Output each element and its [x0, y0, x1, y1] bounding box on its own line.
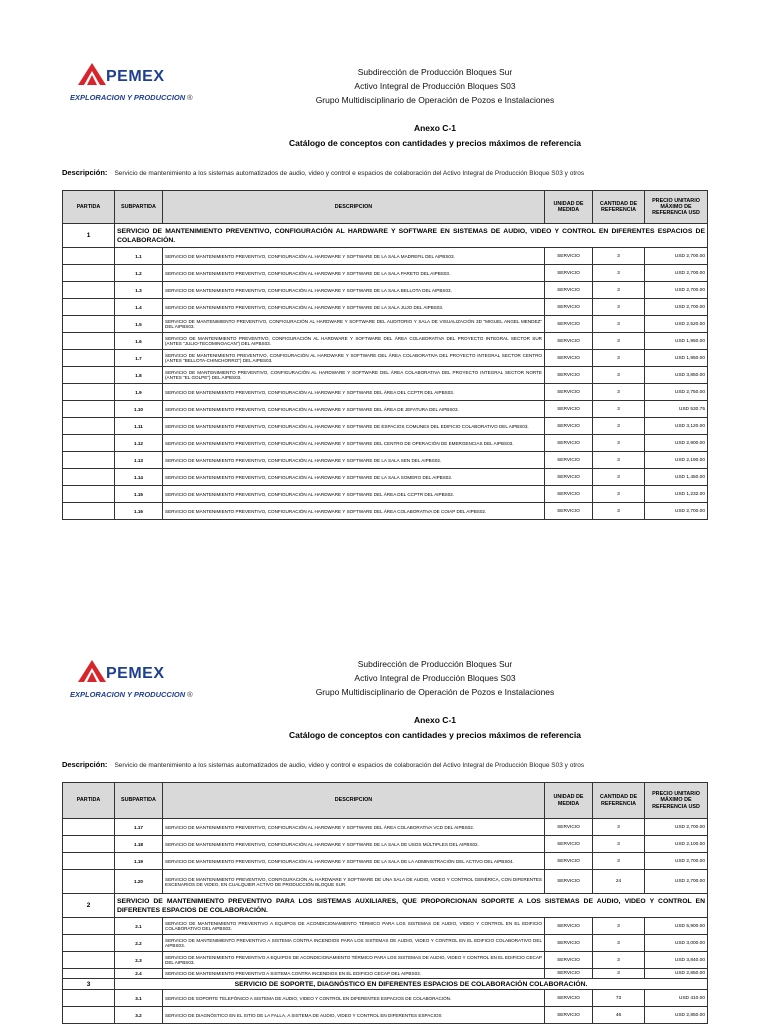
- price-cell: USD 3,000.00: [645, 935, 708, 952]
- partida-cell: [63, 469, 115, 486]
- table-row: [63, 452, 708, 469]
- unit-cell: SERVICIO: [545, 503, 593, 520]
- unit-cell: SERVICIO: [545, 469, 593, 486]
- quantity-cell: 3: [593, 503, 645, 520]
- quantity-cell: 3: [593, 282, 645, 299]
- catalog-title: Catálogo de conceptos con cantidades y precios máximos de referencia: [289, 138, 581, 148]
- unit-cell: SERVICIO: [545, 836, 593, 853]
- partida-cell: [63, 819, 115, 836]
- quantity-cell: 3: [593, 367, 645, 384]
- col-subpartida: SUBPARTIDA: [115, 783, 163, 819]
- unit-cell: SERVICIO: [545, 367, 593, 384]
- table-row: [63, 503, 708, 520]
- subpartida-cell: 1.6: [115, 333, 163, 350]
- unit-cell: SERVICIO: [545, 333, 593, 350]
- pemex-logo: [70, 63, 193, 108]
- subpartida-cell: 1.3: [115, 282, 163, 299]
- table-row: [63, 870, 708, 894]
- unit-cell: SERVICIO: [545, 819, 593, 836]
- subpartida-cell: 1.4: [115, 299, 163, 316]
- subpartida-cell: 1.15: [115, 486, 163, 503]
- price-cell: USD 2,750.00: [645, 384, 708, 401]
- subpartida-cell: 1.7: [115, 350, 163, 367]
- subpartida-cell: 1.16: [115, 503, 163, 520]
- concepts-table-page1: [62, 190, 708, 520]
- table-row: [63, 333, 708, 350]
- description-cell: SERVICIO DE MANTENIMIENTO PREVENTIVO, CONFIGURACIÓN AL HARDWARE Y SOFTWARE DEL ÁREA COLABORATIVA DEL PROYECTO INTEGRAL SECTOR CENTRO (ANTES "BELLOTA-CHINCHORRO") DEL AIPBS03.: [163, 350, 545, 367]
- quantity-cell: 3: [593, 969, 645, 979]
- section-row: [63, 224, 708, 248]
- partida-cell: [63, 452, 115, 469]
- annex-title: Anexo C-1: [413, 123, 457, 133]
- unit-cell: SERVICIO: [545, 282, 593, 299]
- price-cell: USD 2,700.00: [645, 870, 708, 894]
- quantity-cell: 3: [593, 316, 645, 333]
- header-activo: Activo Integral de Producción Bloques S03: [354, 81, 516, 91]
- header-activo: Activo Integral de Producción Bloques S03: [354, 673, 516, 683]
- col-precio: PRECIO UNITARIO MÁXIMO DE REFERENCIA USD: [645, 783, 708, 819]
- header-subdireccion: Subdirección de Producción Bloques Sur: [357, 67, 513, 77]
- partida-cell: [63, 248, 115, 265]
- col-descripcion: DESCRIPCION: [163, 783, 545, 819]
- subpartida-cell: 1.8: [115, 367, 163, 384]
- subpartida-cell: 1.9: [115, 384, 163, 401]
- quantity-cell: 3: [593, 452, 645, 469]
- description-cell: SERVICIO DE MANTENIMIENTO PREVENTIVO, CONFIGURACIÓN AL HARDWARE Y SOFTWARE DEL ÁREA COLABORATIVA VCD DEL AIPBS02.: [163, 819, 545, 836]
- quantity-cell: 3: [593, 333, 645, 350]
- price-cell: USD 2,700.00: [645, 299, 708, 316]
- table-row: [63, 401, 708, 418]
- price-cell: USD 1,450.00: [645, 469, 708, 486]
- unit-cell: SERVICIO: [545, 952, 593, 969]
- subpartida-cell: 1.1: [115, 248, 163, 265]
- partida-cell: [63, 435, 115, 452]
- unit-cell: SERVICIO: [545, 486, 593, 503]
- subpartida-cell: 1.14: [115, 469, 163, 486]
- quantity-cell: 3: [593, 469, 645, 486]
- price-cell: USD 2,700.00: [645, 248, 708, 265]
- col-descripcion: DESCRIPCION: [163, 191, 545, 224]
- description-cell: SERVICIO DE MANTENIMIENTO PREVENTIVO, CONFIGURACIÓN AL HARDWARE Y SOFTWARE DEL ÁREA COLABORATIVA DEL PROYECTO INTEGRAL SECTOR SUR (ANTES "JULIO-TECOMINOACAN") DEL AIPBS03.: [163, 333, 545, 350]
- partida-cell: [63, 316, 115, 333]
- col-subpartida: SUBPARTIDA: [115, 191, 163, 224]
- logo-tagline: EXPLORACION Y PRODUCCION ®: [70, 690, 193, 699]
- pemex-logo: [70, 660, 193, 705]
- partida-cell: [63, 418, 115, 435]
- partida-cell: [63, 299, 115, 316]
- table-row: [63, 836, 708, 853]
- section-title: SERVICIO DE MANTENIMIENTO PREVENTIVO PARA LOS SISTEMAS AUXILIARES, QUE PROPORCIONAN SOPORTE A LOS SISTEMAS DE AUDIO, VIDEO Y CONTROL EN DIFERENTES ESPACIOS DE COLABORACIÓN.: [115, 894, 708, 918]
- table-row: [63, 367, 708, 384]
- description-cell: SERVICIO DE MANTENIMIENTO PREVENTIVO, CONFIGURACIÓN AL HARDWARE Y SOFTWARE DE ESPACIOS COMUNES DEL EDIFICIO COLABORATIVO DEL AIPBS03.: [163, 418, 545, 435]
- description-cell: SERVICIO DE MANTENIMIENTO PREVENTIVO, CONFIGURACIÓN AL HARDWARE Y SOFTWARE DE LA SALA BELLOTA DEL AIPBS03.: [163, 282, 545, 299]
- price-cell: USD 2,520.00: [645, 316, 708, 333]
- table-header-row: [63, 191, 708, 224]
- table-row: [63, 469, 708, 486]
- subpartida-cell: 2.1: [115, 918, 163, 935]
- subpartida-cell: 1.19: [115, 853, 163, 870]
- description-cell: SERVICIO DE MANTENIMIENTO PREVENTIVO, CONFIGURACIÓN AL HARDWARE Y SOFTWARE DEL ÁREA DEL CCPTR DEL AIPBS03.: [163, 384, 545, 401]
- subpartida-cell: 2.2: [115, 935, 163, 952]
- description-cell: SERVICIO DE MANTENIMIENTO PREVENTIVO, CONFIGURACIÓN AL HARDWARE Y SOFTWARE DE LA SALA DE LA ADMINISTRACIÓN DEL ACTIVO DEL AIPBS04.: [163, 853, 545, 870]
- quantity-cell: 3: [593, 299, 645, 316]
- partida-cell: [63, 486, 115, 503]
- description-cell: SERVICIO DE MANTENIMIENTO PREVENTIVO A SISTEMA CONTRA INCENDIOS EN EL EDIFICIO CECAP DEL AIPBS03.: [163, 969, 545, 979]
- table-row: [63, 1007, 708, 1024]
- col-unidad: UNIDAD DE MEDIDA: [545, 783, 593, 819]
- description-cell: SERVICIO DE MANTENIMIENTO PREVENTIVO, CONFIGURACIÓN AL HARDWARE Y SOFTWARE DE LA SALA SEN DEL AIPBS02.: [163, 452, 545, 469]
- subpartida-cell: 2.4: [115, 969, 163, 979]
- unit-cell: SERVICIO: [545, 248, 593, 265]
- quantity-cell: 3: [593, 401, 645, 418]
- description-cell: SERVICIO DE MANTENIMIENTO PREVENTIVO, CONFIGURACIÓN AL HARDWARE Y SOFTWARE DE LA SALA JUJO DEL AIPBS03.: [163, 299, 545, 316]
- table-row: [63, 952, 708, 969]
- description-cell: SERVICIO DE MANTENIMIENTO PREVENTIVO, CONFIGURACIÓN AL HARDWARE Y SOFTWARE DEL ÁREA DEL CCPTR DEL AIPBS02.: [163, 486, 545, 503]
- partida-cell: [63, 836, 115, 853]
- subpartida-cell: 1.5: [115, 316, 163, 333]
- table-row: [63, 486, 708, 503]
- section-title: SERVICIO DE MANTENIMIENTO PREVENTIVO, CONFIGURACIÓN AL HARDWARE Y SOFTWARE EN SISTEMAS DE AUDIO, VIDEO Y CONTROL EN DIFERENTES ESPACIOS DE COLABORACIÓN.: [115, 224, 708, 248]
- quantity-cell: 3: [593, 836, 645, 853]
- table-row: [63, 248, 708, 265]
- quantity-cell: 3: [593, 918, 645, 935]
- price-cell: USD 2,700.00: [645, 265, 708, 282]
- price-cell: USD 3,850.00: [645, 367, 708, 384]
- subpartida-cell: 1.17: [115, 819, 163, 836]
- partida-cell: [63, 1007, 115, 1024]
- unit-cell: SERVICIO: [545, 316, 593, 333]
- description-cell: SERVICIO DE MANTENIMIENTO PREVENTIVO, CONFIGURACIÓN AL HARDWARE Y SOFTWARE DEL ÁREA COLABORATIVA DEL PROYECTO INTEGRAL SECTOR NORTE (ANTES "EL GOLPE") DEL AIPBS03.: [163, 367, 545, 384]
- partida-cell: [63, 853, 115, 870]
- col-precio: PRECIO UNITARIO MÁXIMO DE REFERENCIA USD: [645, 191, 708, 224]
- table-row: [63, 384, 708, 401]
- subpartida-cell: 1.13: [115, 452, 163, 469]
- price-cell: USD 1,950.00: [645, 333, 708, 350]
- price-cell: USD 1,950.00: [645, 350, 708, 367]
- price-cell: USD 2,700.00: [645, 853, 708, 870]
- header-grupo: Grupo Multidisciplinario de Operación de Pozos e Instalaciones: [315, 95, 555, 105]
- price-cell: USD 3,840.00: [645, 952, 708, 969]
- col-cantidad: CANTIDAD DE REFERENCIA: [593, 783, 645, 819]
- partida-number: 1: [63, 224, 115, 248]
- partida-cell: [63, 503, 115, 520]
- subpartida-cell: 1.12: [115, 435, 163, 452]
- partida-cell: [63, 282, 115, 299]
- col-unidad: UNIDAD DE MEDIDA: [545, 191, 593, 224]
- partida-cell: [63, 870, 115, 894]
- description-cell: SERVICIO DE MANTENIMIENTO PREVENTIVO, CONFIGURACIÓN AL HARDWARE Y SOFTWARE DE LA SALA SOMERO DEL AIPBS02.: [163, 469, 545, 486]
- subpartida-cell: 1.11: [115, 418, 163, 435]
- unit-cell: SERVICIO: [545, 265, 593, 282]
- table-row: [63, 990, 708, 1007]
- description-cell: SERVICIO DE MANTENIMIENTO PREVENTIVO A SISTEMA CONTRA INCENDIOS PARA LOS SISTEMAS DE AUDIO, VIDEO Y CONTROL EN EL EDIFICIO COLABORATIVO DEL AIPBS03.: [163, 935, 545, 952]
- partida-cell: [63, 350, 115, 367]
- quantity-cell: 3: [593, 935, 645, 952]
- subpartida-cell: 1.20: [115, 870, 163, 894]
- table-row: [63, 918, 708, 935]
- table-row: [63, 350, 708, 367]
- unit-cell: SERVICIO: [545, 452, 593, 469]
- price-cell: USD 2,190.00: [645, 452, 708, 469]
- quantity-cell: 3: [593, 486, 645, 503]
- unit-cell: SERVICIO: [545, 1007, 593, 1024]
- description-cell: SERVICIO DE MANTENIMIENTO PREVENTIVO A EQUIPOS DE ACONDICIONAMIENTO TÉRMICO PARA LOS SISTEMAS DE AUDIO, VIDEO Y CONTROL EN EL EDIFICIO COLABORATIVO DEL AIPBS03.: [163, 918, 545, 935]
- section-title: SERVICIO DE SOPORTE, DIAGNÓSTICO EN DIFERENTES ESPACIOS DE COLABORACIÓN COLABORACIÓN.: [115, 979, 708, 990]
- quantity-cell: 73: [593, 990, 645, 1007]
- quantity-cell: 3: [593, 248, 645, 265]
- description-cell: SERVICIO DE SOPORTE TELEFÓNICO A SISTEMA DE AUDIO, VIDEO Y CONTROL EN DIFERENTES ESPACIOS DE COLABORACIÓN.: [163, 990, 545, 1007]
- description-cell: SERVICIO DE MANTENIMIENTO PREVENTIVO, CONFIGURACIÓN AL HARDWARE Y SOFTWARE DE UNA SALA DE AUDIO, VIDEO Y CONTROL GENÉRICA, CON DIFERENTES ESCENARIOS DE VIDEO, EN CUALQUIER ACTIVO DE PRODUCCIÓN BLOQUE SUR.: [163, 870, 545, 894]
- table-row: [63, 435, 708, 452]
- price-cell: USD 5,900.00: [645, 918, 708, 935]
- partida-cell: [63, 935, 115, 952]
- quantity-cell: 3: [593, 853, 645, 870]
- description-cell: SERVICIO DE MANTENIMIENTO PREVENTIVO, CONFIGURACIÓN AL HARDWARE Y SOFTWARE DEL AUDITORIO Y SALA DE VISUALIZACIÓN 3D "MIGUEL ANGEL MENDEZ" DEL AIPBS03.: [163, 316, 545, 333]
- unit-cell: SERVICIO: [545, 870, 593, 894]
- price-cell: USD 2,100.00: [645, 836, 708, 853]
- table-row: [63, 316, 708, 333]
- table-row: [63, 418, 708, 435]
- partida-cell: [63, 384, 115, 401]
- description-cell: SERVICIO DE MANTENIMIENTO PREVENTIVO, CONFIGURACIÓN AL HARDWARE Y SOFTWARE DEL CENTRO DE OPERACIÓN DE EMERGENCIAS DEL AIPBS03.: [163, 435, 545, 452]
- subpartida-cell: 3.1: [115, 990, 163, 1007]
- description-cell: SERVICIO DE MANTENIMIENTO PREVENTIVO, CONFIGURACIÓN AL HARDWARE Y SOFTWARE DEL ÁREA COLABORATIVA DE COIAP DEL AIPBS02.: [163, 503, 545, 520]
- table-row: [63, 853, 708, 870]
- col-partida: PARTIDA: [63, 783, 115, 819]
- partida-cell: [63, 367, 115, 384]
- price-cell: USD 2,850.00: [645, 969, 708, 979]
- unit-cell: SERVICIO: [545, 401, 593, 418]
- quantity-cell: 3: [593, 819, 645, 836]
- table-row: [63, 969, 708, 979]
- col-partida: PARTIDA: [63, 191, 115, 224]
- description-cell: SERVICIO DE MANTENIMIENTO PREVENTIVO, CONFIGURACIÓN AL HARDWARE Y SOFTWARE DE LA SALA DE USOS MÚLTIPLES DEL AIPBS02.: [163, 836, 545, 853]
- partida-number: 3: [63, 979, 115, 990]
- unit-cell: SERVICIO: [545, 990, 593, 1007]
- pemex-wordmark: PEMEX: [106, 665, 165, 682]
- quantity-cell: 3: [593, 435, 645, 452]
- price-cell: USD 2,700.00: [645, 282, 708, 299]
- quantity-cell: 3: [593, 384, 645, 401]
- description-cell: SERVICIO DE MANTENIMIENTO PREVENTIVO, CONFIGURACIÓN AL HARDWARE Y SOFTWARE DEL ÁREA DE JEFATURA DEL AIPBS03.: [163, 401, 545, 418]
- price-cell: USD 2,900.00: [645, 435, 708, 452]
- header-grupo: Grupo Multidisciplinario de Operación de Pozos e Instalaciones: [315, 687, 555, 697]
- unit-cell: SERVICIO: [545, 918, 593, 935]
- partida-cell: [63, 990, 115, 1007]
- section-row: [63, 979, 708, 990]
- unit-cell: SERVICIO: [545, 853, 593, 870]
- pemex-eagle-icon: [78, 63, 106, 89]
- partida-cell: [63, 969, 115, 979]
- subpartida-cell: 2.3: [115, 952, 163, 969]
- quantity-cell: 46: [593, 1007, 645, 1024]
- logo-tagline: EXPLORACION Y PRODUCCION ®: [70, 93, 193, 102]
- partida-cell: [63, 952, 115, 969]
- table-header-row: [63, 783, 708, 819]
- unit-cell: SERVICIO: [545, 935, 593, 952]
- unit-cell: SERVICIO: [545, 299, 593, 316]
- header-subdireccion: Subdirección de Producción Bloques Sur: [357, 659, 513, 669]
- price-cell: USD 1,232.00: [645, 486, 708, 503]
- description-cell: SERVICIO DE MANTENIMIENTO PREVENTIVO A EQUIPOS DE ACONDICIONAMIENTO TÉRMICO PARA LOS SISTEMAS DE AUDIO, VIDEO Y CONTROL EN EL EDIFICIO CECAP DEL AIPBS03.: [163, 952, 545, 969]
- price-cell: USD 3,120.00: [645, 418, 708, 435]
- description-cell: SERVICIO DE MANTENIMIENTO PREVENTIVO, CONFIGURACIÓN AL HARDWARE Y SOFTWARE DE LA SALA MADREFIL DEL AIPBS03.: [163, 248, 545, 265]
- partida-number: 2: [63, 894, 115, 918]
- unit-cell: SERVICIO: [545, 350, 593, 367]
- price-cell: USD 2,850.00: [645, 1007, 708, 1024]
- unit-cell: SERVICIO: [545, 435, 593, 452]
- pemex-eagle-icon: [78, 660, 106, 686]
- price-cell: USD 2,700.00: [645, 503, 708, 520]
- partida-cell: [63, 401, 115, 418]
- subpartida-cell: 1.2: [115, 265, 163, 282]
- description-cell: SERVICIO DE DIAGNÓSTICO EN EL SITIO DE LA FALLA, A SISTEMA DE AUDIO, VIDEO Y CONTROL EN DIFERENTES ESPACIOS: [163, 1007, 545, 1024]
- pemex-wordmark: PEMEX: [106, 68, 165, 85]
- table-row: [63, 265, 708, 282]
- col-cantidad: CANTIDAD DE REFERENCIA: [593, 191, 645, 224]
- price-cell: USD 530.75: [645, 401, 708, 418]
- partida-cell: [63, 333, 115, 350]
- partida-cell: [63, 918, 115, 935]
- section-row: [63, 894, 708, 918]
- unit-cell: SERVICIO: [545, 384, 593, 401]
- table-row: [63, 935, 708, 952]
- table-row: [63, 299, 708, 316]
- quantity-cell: 24: [593, 870, 645, 894]
- unit-cell: SERVICIO: [545, 969, 593, 979]
- subpartida-cell: 3.2: [115, 1007, 163, 1024]
- subpartida-cell: 1.10: [115, 401, 163, 418]
- table-row: [63, 282, 708, 299]
- price-cell: USD 410.00: [645, 990, 708, 1007]
- catalog-title: Catálogo de conceptos con cantidades y precios máximos de referencia: [289, 730, 581, 740]
- partida-cell: [63, 265, 115, 282]
- description-line: Descripción: Servicio de mantenimiento a los sistemas automatizados de audio, video y control e espacios de colaboración del Activo Integral de Producción Bloque S03 y otros: [62, 760, 585, 769]
- description-cell: SERVICIO DE MANTENIMIENTO PREVENTIVO, CONFIGURACIÓN AL HARDWARE Y SOFTWARE DE LA SALA PARETO DEL AIPBS03.: [163, 265, 545, 282]
- table-row: [63, 819, 708, 836]
- subpartida-cell: 1.18: [115, 836, 163, 853]
- quantity-cell: 3: [593, 952, 645, 969]
- quantity-cell: 3: [593, 265, 645, 282]
- annex-title: Anexo C-1: [413, 715, 457, 725]
- quantity-cell: 3: [593, 350, 645, 367]
- quantity-cell: 3: [593, 418, 645, 435]
- price-cell: USD 2,700.00: [645, 819, 708, 836]
- unit-cell: SERVICIO: [545, 418, 593, 435]
- description-line: Descripción: Servicio de mantenimiento a los sistemas automatizados de audio, video y control e espacios de colaboración del Activo Integral de Producción Bloque S03 y otros: [62, 168, 585, 177]
- concepts-table-page2: [62, 782, 708, 1024]
